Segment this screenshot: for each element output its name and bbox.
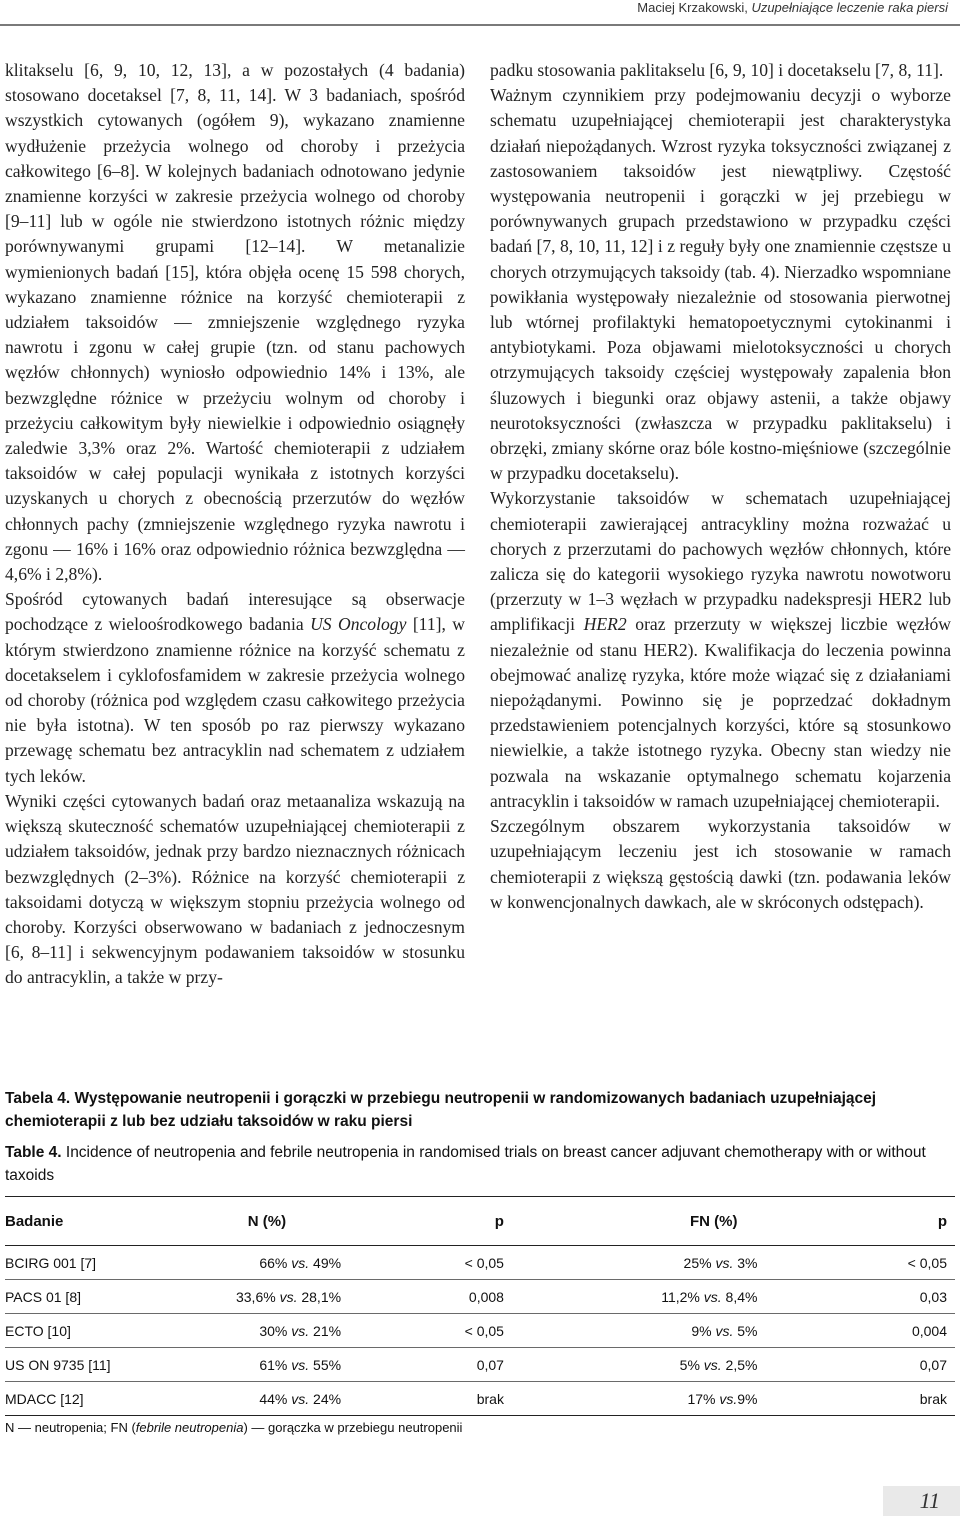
table-row <box>5 1314 955 1348</box>
right-paragraph-3: Wykorzystanie taksoidów w schematach uzupełniającej chemioterapii zawierającej antracykliny można rozważać u chorych z przerzutami do pachowych węzłów chłonnych, które zalicza się do kategorii wysokiego ryzyka nawrotu nowotworu (przerzuty w 1–3 węzłach w przypadku nadekspresji HER2 lub amplifikacji HER2 oraz przerzuty w większej liczbie węzłów niezależnie od stanu HER2). Kwalifikacja do leczenia powinna obejmować analizę ryzyka, które może wiązać się z działaniami niepożądanymi. Powinno się je poprzedzać dokładnym przedstawieniem potencjalnych korzyści, które są stosunkowo niewielkie, a także istotnego ryzyka. Obecny stan wiedzy nie pozwala na wskazanie optymalnego schematu kojarzenia antracyklin i taksoidów w ramach uzupełniającej chemioterapii. <box>490 488 951 811</box>
cell-study: MDACC [12] <box>5 1382 193 1416</box>
page-number-box <box>883 1486 960 1516</box>
cell-p2: 0,07 <box>757 1348 955 1382</box>
study-name-us-oncology: US Oncology <box>310 614 407 635</box>
cell-fn: 5% vs. 2,5% <box>504 1348 758 1382</box>
cell-n: 66% vs. 49% <box>193 1246 341 1280</box>
table-caption-english: Table 4. Incidence of neutropenia and febrile neutropenia in randomised trials on breast cancer adjuvant chemotherapy with or without taxoids <box>5 1144 926 1184</box>
cell-n: 44% vs. 24% <box>193 1382 341 1416</box>
cell-fn: 25% vs. 3% <box>504 1246 758 1280</box>
left-paragraph-3: Wyniki części cytowanych badań oraz metaanaliza wskazują na większą skuteczność schematów uzupełniającej chemioterapii z udziałem taksoidów, jednak przy bardzo nieznacznych różnicach bezwzględnych (2–3%). Różnice na korzyść chemioterapii z taksoidami dotyczą w większym stopniu przeżycia wolnego od choroby. Korzyści obserwowano w badaniach z jednoczesnym [6, 8–11] i sekwencyjnym podawaniem taksoidów w stosunku do antracyklin, a także w przy- <box>5 790 465 988</box>
table-4 <box>5 1196 955 1416</box>
running-header-text <box>637 0 948 15</box>
header-title: Uzupełniające leczenie raka piersi <box>751 0 948 15</box>
cell-study: ECTO [10] <box>5 1314 193 1348</box>
table-row <box>5 1246 955 1280</box>
cell-study: BCIRG 001 [7] <box>5 1246 193 1280</box>
left-column <box>5 58 465 991</box>
cell-p1: 0,07 <box>341 1348 504 1382</box>
header-rule <box>0 24 960 26</box>
header-author: Maciej Krzakowski, <box>637 0 752 15</box>
right-column <box>490 58 951 915</box>
table-row <box>5 1382 955 1416</box>
table-row <box>5 1348 955 1382</box>
cell-fn: 11,2% vs. 8,4% <box>504 1280 758 1314</box>
cell-fn: 17% vs.9% <box>504 1382 758 1416</box>
cell-p1: brak <box>341 1382 504 1416</box>
cell-n: 33,6% vs. 28,1% <box>193 1280 341 1314</box>
right-paragraph-4: Szczególnym obszarem wykorzystania taksoidów w uzupełniającym leczeniu jest ich stosowanie w ramach chemioterapii z większą gęstością dawki (tzn. podawania leków w konwencjonalnych dawkach, ale w skróconych odstępach). <box>490 816 951 912</box>
cell-n: 30% vs. 21% <box>193 1314 341 1348</box>
header-n: N (%) <box>193 1197 341 1246</box>
header-fn: FN (%) <box>504 1197 758 1246</box>
cell-p2: brak <box>757 1382 955 1416</box>
header-p1: p <box>341 1197 504 1246</box>
page-number: 11 <box>919 1488 940 1513</box>
cell-p2: < 0,05 <box>757 1246 955 1280</box>
right-paragraph-1: padku stosowania paklitakselu [6, 9, 10] i docetakselu [7, 8, 11]. <box>490 60 944 80</box>
table-header-row <box>5 1197 955 1246</box>
cell-p1: 0,008 <box>341 1280 504 1314</box>
cell-p1: < 0,05 <box>341 1246 504 1280</box>
right-paragraph-2: Ważnym czynnikiem przy podejmowaniu decyzji o wyborze schematu uzupełniającej chemioterapii jest charakterystyka działań niepożądanych. Wzrost ryzyka toksyczności związanej z zastosowaniem taksoidów jest niewątpliwy. Częstość występowania neutropenii i gorączki w jej przebiegu w porównywanych grupach przedstawiono w przypadku części badań [7, 8, 10, 11, 12] i z reguły były one znamiennie częstsze u chorych otrzymujących taksoidy (tab. 4). Nierzadko wspomniane powikłania występowały niezależnie od stosowania pierwotnej lub wtórnej profilaktyki hematopoetycznymi cytokinanmi i antybiotykami. Poza objawami mielotoksyczności u chorych otrzymujących taksoidy częściej występowały zapalenia błon śluzowych i biegunki oraz objawy astenii, a także objawy neurotoksyczności (zwłaszcza w przypadku paklitakselu) i obrzęki, zmiany skórne oraz bóle kostno-mięśniowe (szczególnie w przypadku docetakselu). <box>490 85 951 484</box>
header-badanie: Badanie <box>5 1197 193 1246</box>
cell-fn: 9% vs. 5% <box>504 1314 758 1348</box>
header-p2: p <box>757 1197 955 1246</box>
table-footnote: N — neutropenia; FN (febrile neutropenia) — gorączka w przebiegu neutropenii <box>5 1420 463 1435</box>
cell-study: PACS 01 [8] <box>5 1280 193 1314</box>
left-paragraph-2: Spośród cytowanych badań interesujące są obserwacje pochodzące z wieloośrodkowego badania US Oncology [11], w którym stwierdzono znamienne różnice na korzyść schematu z docetakselem i cyklofosfamidem w zakresie przeżycia wolnego od choroby (różnica pod względem czasu całkowitego przeżycia nie była istotna). W ten sposób po raz pierwszy wykazano przewagę schematu bez antracyklin nad schematem z udziałem tych leków. <box>5 589 465 786</box>
table-caption-polish: Tabela 4. Występowanie neutropenii i gorączki w przebiegu neutropenii w randomizowanych badaniach uzupełniającej chemioterapii z lub bez udziału taksoidów w raku piersi <box>5 1090 877 1130</box>
cell-p2: 0,03 <box>757 1280 955 1314</box>
cell-n: 61% vs. 55% <box>193 1348 341 1382</box>
gene-name-her2: HER2 <box>583 614 627 635</box>
table-row <box>5 1280 955 1314</box>
cell-study: US ON 9735 [11] <box>5 1348 193 1382</box>
cell-p2: 0,004 <box>757 1314 955 1348</box>
running-header <box>0 0 960 30</box>
table-body <box>5 1246 955 1416</box>
table-caption-label: Table 4. <box>5 1144 62 1161</box>
cell-p1: < 0,05 <box>341 1314 504 1348</box>
left-paragraph-1: klitakselu [6, 9, 10, 12, 13], a w pozostałych (4 badania) stosowano docetaksel [7, 8, 11, 14]. W 3 badaniach, spośród wszystkich cytowanych (ogółem 9), wykazano znamienne wydłużenie przeżycia wolnego od choroby i przeżycia całkowitego [6–8]. W kolejnych badaniach odnotowano jedynie znamienne korzyści w zakresie przeżycia wolnego od choroby [9–11] lub w ogóle nie stwierdzono istotnych różnic między porównywanymi grupami [12–14]. W metanalizie wymienionych badań [15], która objęła ocenę 15 598 chorych, wykazano znamienne różnice na korzyść chemioterapii z udziałem taksoidów — zmniejszenie względnego ryzyka nawrotu i zgonu w całej grupie (tzn. od stanu pachowych węzłów chłonnych) wyniosło odpowiednio 14% i 13%, ale bezwzględne różnice w przeżyciu wolnym od choroby i przeżyciu całkowitym były niewielkie i odpowiednio osiągnęły zaledwie 3,3% oraz 2%. Wartość chemioterapii z udziałem taksoidów w całej populacji wynikała z istotnych korzyści uzyskanych u chorych z obecnością przerzutów do węzłów chłonnych pachy (zmniejszenie względnego ryzyka nawrotu i zgonu — 16% i 16% oraz odpowiednio różnica bezwzględna — 4,6% i 2,8%). <box>5 60 465 585</box>
